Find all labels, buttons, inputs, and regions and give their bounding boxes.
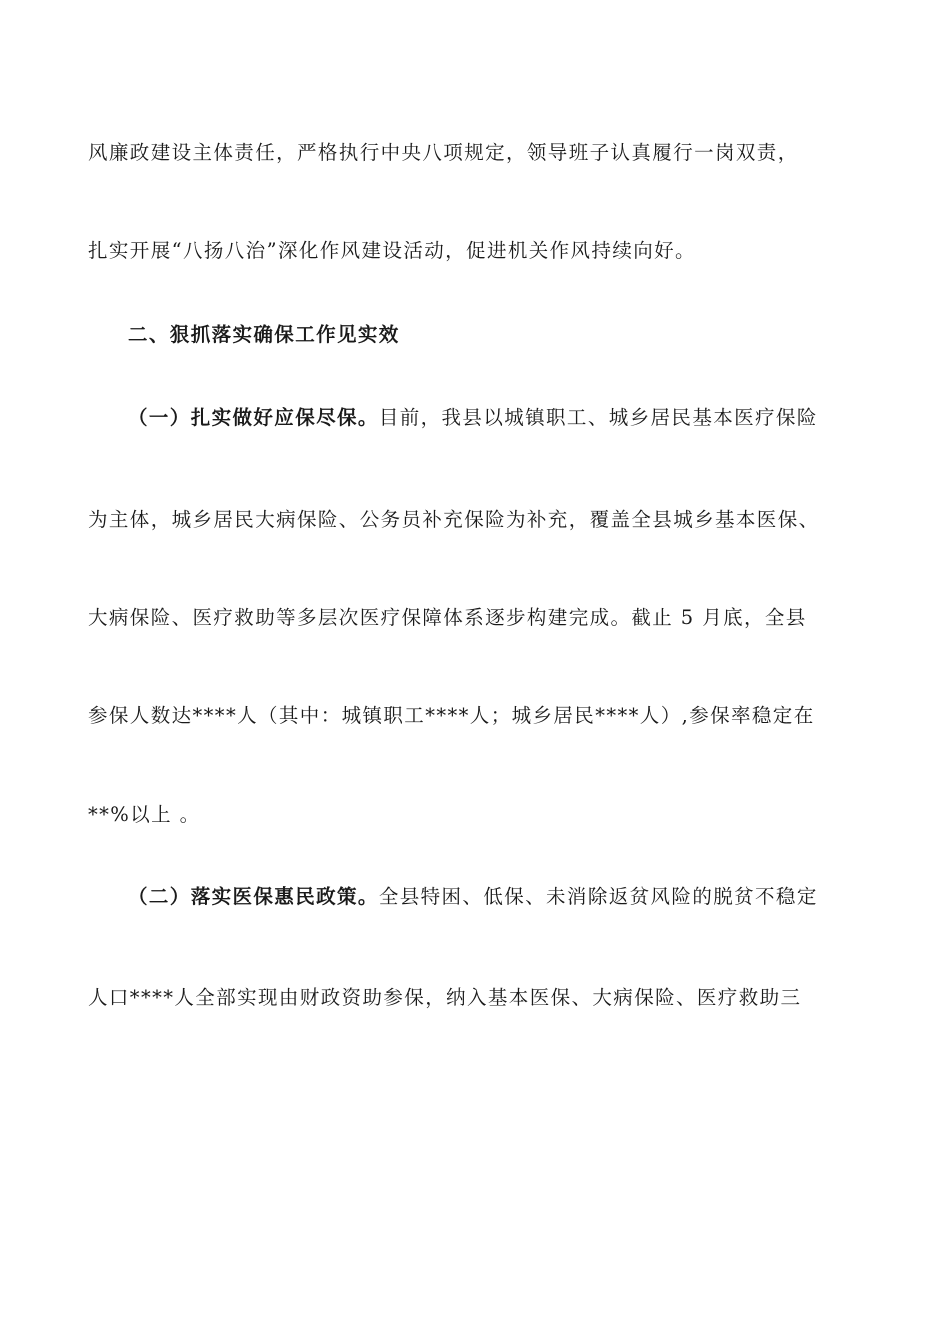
line-text: 人口****人全部实现由财政资助参保，纳入基本医保、大病保险、医疗救助三 [88,986,802,1009]
line-text: 风廉政建设主体责任，严格执行中央八项规定，领导班子认真履行一岗双责， [88,141,799,164]
subsection-lead: （一）扎实做好应保尽保。 [128,406,379,429]
line-text: 为主体，城乡居民大病保险、公务员补充保险为补充，覆盖全县城乡基本医保、 [88,508,820,531]
paragraph-line-6 [88,605,807,631]
line-text: 大病保险、医疗救助等多层次医疗保障体系逐步构建完成。截止 5 月底，全县 [88,606,807,629]
line-text: 参保人数达****人（其中：城镇职工****人；城乡居民****人）,参保率稳定在 [88,704,815,727]
paragraph-line-9 [128,884,818,910]
line-text: 目前，我县以城镇职工、城乡居民基本医疗保险 [378,406,818,429]
line-text: **%以上 。 [88,803,201,826]
paragraph-line-8 [88,802,201,828]
line-text: 全县特困、低保、未消除返贫风险的脱贫不稳定 [378,885,818,908]
section-heading [128,322,400,348]
paragraph-line-5 [88,507,820,533]
paragraph-line-7 [88,703,815,729]
paragraph-line-1 [88,140,799,166]
section-heading-text: 二、狠抓落实确保工作见实效 [128,323,400,346]
paragraph-line-2 [88,238,696,264]
subsection-lead: （二）落实医保惠民政策。 [128,885,379,908]
paragraph-line-4 [128,405,818,431]
line-text: 扎实开展“八扬八治”深化作风建设活动，促进机关作风持续向好。 [88,239,696,262]
paragraph-line-10 [88,985,801,1011]
